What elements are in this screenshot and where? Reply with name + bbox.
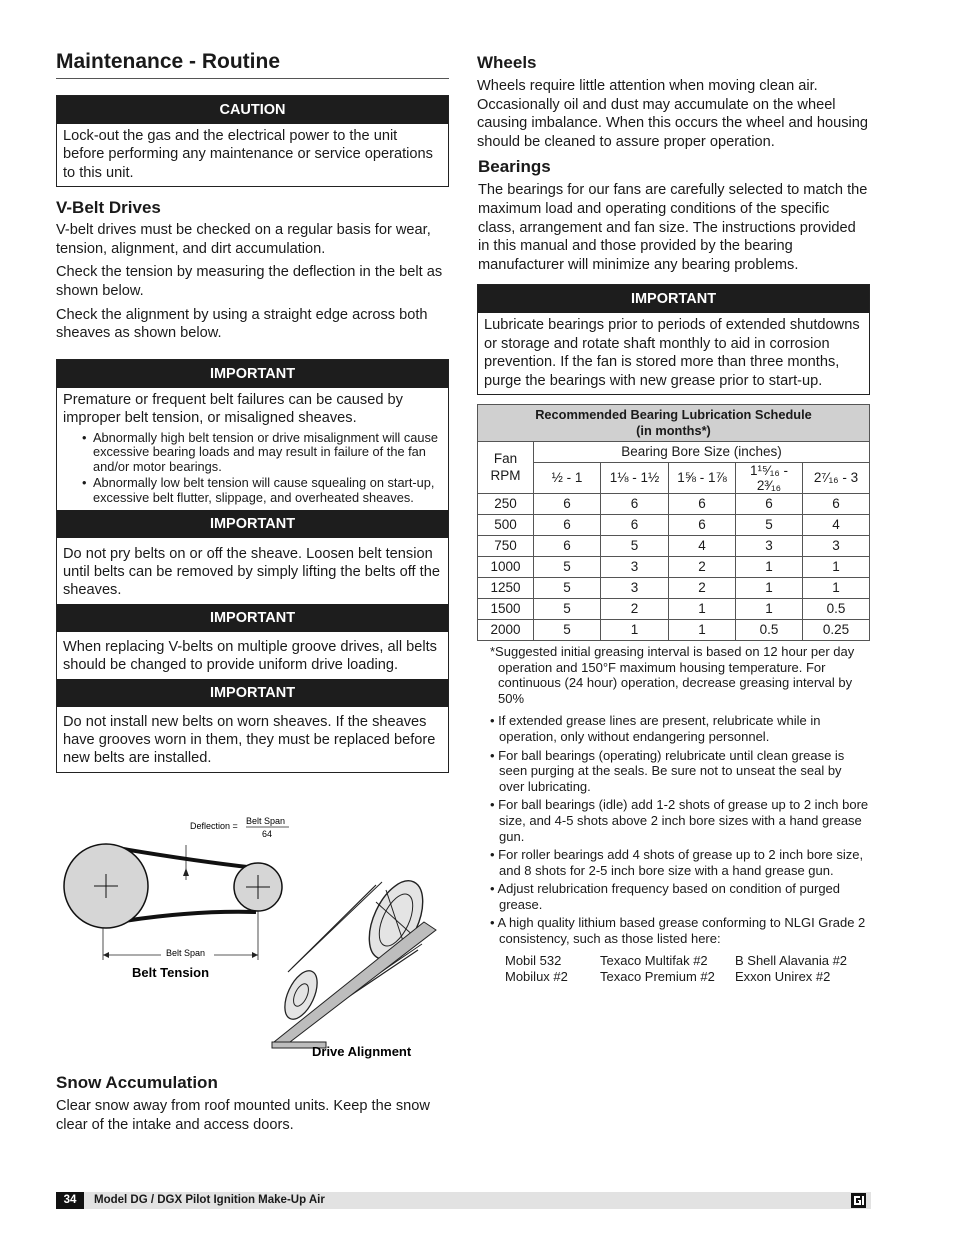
list-item: • A high quality lithium based grease conforming to NLGI Grade 2 consistency, such as those listed here: xyxy=(490,915,866,947)
important-text: Do not install new belts on worn sheaves. If the sheaves have grooves worn in them, they must be replaced before new belts are installed. xyxy=(63,713,436,767)
list-item: • For ball bearings (idle) add 1-2 shots of grease up to 2 inch bore size, and 4-5 shots above 2 inch bore sizes with a hand grease gun. xyxy=(490,797,869,844)
interval-cell: 4 xyxy=(669,535,736,556)
interval-cell: 6 xyxy=(669,514,736,535)
deflection-label: Deflection = xyxy=(190,821,238,831)
interval-cell: 1 xyxy=(669,598,736,619)
interval-cell: 2 xyxy=(669,556,736,577)
caution-box xyxy=(56,95,449,187)
important-heading: IMPORTANT xyxy=(57,604,448,632)
table-subtitle: (in months*) xyxy=(636,422,711,438)
rpm-cell: 1250 xyxy=(478,577,534,598)
interval-cell: 6 xyxy=(534,535,601,556)
important-bearings-box xyxy=(477,284,870,395)
snow-section xyxy=(56,1073,449,1134)
grease-item: Texaco Premium #2 xyxy=(600,968,715,984)
vbelt-heading: V-Belt Drives xyxy=(56,198,161,218)
interval-cell: 3 xyxy=(601,577,669,598)
interval-cell: 5 xyxy=(534,619,601,640)
interval-cell: 1 xyxy=(736,577,803,598)
wheels-text: Wheels require little attention when moving clean air. Occasionally oil and dust may accumulate on the wheel causing imbalance. When this occurs the wheel and housing should be cleaned to assure proper operation. xyxy=(477,78,869,150)
table-footnote: *Suggested initial greasing interval is based on 12 hour per day operation and 150°F maximum housing temperature. For continuous (24 hour) operation, decrease greasing interval by 50% xyxy=(490,643,855,706)
interval-cell: 1 xyxy=(601,619,669,640)
interval-cell: 5 xyxy=(534,556,601,577)
interval-cell: 5 xyxy=(736,514,803,535)
table-row xyxy=(478,598,870,619)
important-bullet-list xyxy=(63,431,442,506)
interval-cell: 5 xyxy=(601,535,669,556)
rpm-cell: 250 xyxy=(478,493,534,514)
interval-cell: 6 xyxy=(534,514,601,535)
bearings-text: The bearings for our fans are carefully selected to match the maximum load and operating conditions of the specific class, arrangement and fan size. The instructions provided in this manual and those provided by the bearing manufacturer will minimize any bearing problems. xyxy=(478,182,868,273)
wheels-heading: Wheels xyxy=(477,53,537,72)
interval-cell: 3 xyxy=(803,535,870,556)
table-title: Recommended Bearing Lubrication Schedule xyxy=(535,406,812,422)
vbelt-paragraph-2: Check the tension by measuring the deflection in the belt as shown below. xyxy=(56,264,443,299)
important-heading: IMPORTANT xyxy=(57,510,448,538)
interval-cell: 5 xyxy=(534,577,601,598)
list-item: • Abnormally high belt tension or drive misalignment will cause excessive bearing loads and may result in failure of the fan and/or motor bearings. xyxy=(83,431,442,475)
fan-rpm-header: Fan xyxy=(493,451,518,467)
page-title: Maintenance - Routine xyxy=(56,50,449,79)
bore-size: 2⁷⁄₁₆ - 3 xyxy=(803,462,870,493)
interval-cell: 1 xyxy=(803,556,870,577)
belt-figure xyxy=(56,810,449,1065)
important-heading: IMPORTANT xyxy=(57,360,448,388)
interval-cell: 3 xyxy=(601,556,669,577)
important-text: When replacing V-belts on multiple groove drives, all belts should be changed to provide uniform drive loading. xyxy=(63,638,437,674)
list-item: • If extended grease lines are present, relubricate while in operation, only without endangering personnel. xyxy=(490,713,821,744)
drive-alignment-caption: Drive Alignment xyxy=(312,1044,412,1059)
interval-cell: 0.5 xyxy=(736,619,803,640)
interval-cell: 6 xyxy=(803,493,870,514)
list-item: • Adjust relubrication frequency based on condition of purged grease. xyxy=(490,881,841,912)
grease-list xyxy=(505,953,870,985)
interval-cell: 1 xyxy=(736,556,803,577)
rpm-cell: 750 xyxy=(478,535,534,556)
footer-model-text: Model DG / DGX Pilot Ignition Make-Up Air xyxy=(94,1194,325,1206)
bore-size: 1⅛ - 1½ xyxy=(601,462,669,493)
bore-size: 1⅝ - 1⅞ xyxy=(669,462,736,493)
grease-item: Mobilux #2 xyxy=(505,968,568,984)
bore-size-header: Bearing Bore Size (inches) xyxy=(534,441,870,462)
brand-logo-icon xyxy=(851,1193,866,1208)
snow-text: Clear snow away from roof mounted units. Keep the snow clear of the intake and access doors. xyxy=(56,1098,430,1133)
grease-item: B Shell Alavania #2 xyxy=(735,952,848,968)
rpm-cell: 1000 xyxy=(478,556,534,577)
left-column xyxy=(56,50,449,773)
belt-tension-caption: Belt Tension xyxy=(132,965,210,980)
interval-cell: 6 xyxy=(601,514,669,535)
caution-text: Lock-out the gas and the electrical power to the unit before performing any maintenance or service operations to this unit. xyxy=(63,128,433,181)
interval-cell: 6 xyxy=(534,493,601,514)
table-row xyxy=(478,514,870,535)
lubrication-table xyxy=(477,404,870,641)
right-column xyxy=(477,50,870,985)
interval-cell: 6 xyxy=(736,493,803,514)
bore-size: ½ - 1 xyxy=(534,462,601,493)
fan-rpm-header: RPM xyxy=(490,468,521,484)
table-row xyxy=(478,493,870,514)
list-item: • For roller bearings add 4 shots of grease up to 2 inch bore size, and 8 shots for 2-5 inch bore size with a hand grease gun. xyxy=(490,847,864,878)
caution-heading: CAUTION xyxy=(57,96,448,124)
table-row xyxy=(478,577,870,598)
page-footer xyxy=(56,1192,871,1209)
list-item: • For ball bearings (operating) relubricate until clean grease is seen purging at the seals. Be sure not to unseat the seal by over lubricating. xyxy=(490,747,845,794)
table-body xyxy=(478,493,870,640)
bearings-heading: Bearings xyxy=(478,157,551,177)
list-item: • Abnormally low belt tension will cause squealing on start-up, excessive belt flutter, slippage, and overheated sheaves. xyxy=(83,476,442,505)
rpm-cell: 1500 xyxy=(478,598,534,619)
interval-cell: 5 xyxy=(534,598,601,619)
lubrication-bullet-list xyxy=(477,713,870,946)
interval-cell: 6 xyxy=(669,493,736,514)
interval-cell: 0.5 xyxy=(803,598,870,619)
interval-cell: 3 xyxy=(736,535,803,556)
vbelt-paragraph-3: Check the alignment by using a straight edge across both sheaves as shown below. xyxy=(56,306,428,342)
belt-span-label: Belt Span xyxy=(166,948,206,958)
rpm-cell: 500 xyxy=(478,514,534,535)
interval-cell: 6 xyxy=(601,493,669,514)
important-text: Lubricate bearings prior to periods of extended shutdowns or storage and rotate shaft monthly to aid in corrosion prevention. If the fan is stored more than three months, purge the bearings with new grease prior to start-up. xyxy=(484,317,860,389)
interval-cell: 2 xyxy=(669,577,736,598)
important-text: Premature or frequent belt failures can be caused by improper belt tension, or misaligned sheaves. xyxy=(63,391,403,427)
grease-item: Mobil 532 xyxy=(505,952,562,968)
interval-cell: 4 xyxy=(803,514,870,535)
interval-cell: 2 xyxy=(601,598,669,619)
interval-cell: 1 xyxy=(669,619,736,640)
important-heading: IMPORTANT xyxy=(57,679,448,707)
table-row xyxy=(478,556,870,577)
grease-item: Texaco Multifak #2 xyxy=(600,952,708,968)
snow-heading: Snow Accumulation xyxy=(56,1073,218,1092)
table-row xyxy=(478,535,870,556)
vbelt-paragraph-1: V-belt drives must be checked on a regular basis for wear, tension, alignment, and dirt accumulation. xyxy=(56,222,431,257)
rpm-cell: 2000 xyxy=(478,619,534,640)
interval-cell: 1 xyxy=(803,577,870,598)
important-heading: IMPORTANT xyxy=(478,285,869,313)
interval-cell: 1 xyxy=(736,598,803,619)
important-text: Do not pry belts on or off the sheave. Loosen belt tension until belts can be removed by simply lifting the belts off the sheaves. xyxy=(63,545,440,599)
page-number: 34 xyxy=(56,1192,84,1209)
grease-item: Exxon Unirex #2 xyxy=(735,968,831,984)
important-belt-box xyxy=(56,359,449,773)
deflection-fraction-bottom: 64 xyxy=(262,829,273,839)
bore-size-row xyxy=(478,462,870,493)
deflection-fraction-top: Belt Span xyxy=(246,816,286,826)
table-row xyxy=(478,619,870,640)
bore-size: 1¹⁵⁄₁₆ - 2³⁄₁₆ xyxy=(736,462,803,493)
interval-cell: 0.25 xyxy=(803,619,870,640)
